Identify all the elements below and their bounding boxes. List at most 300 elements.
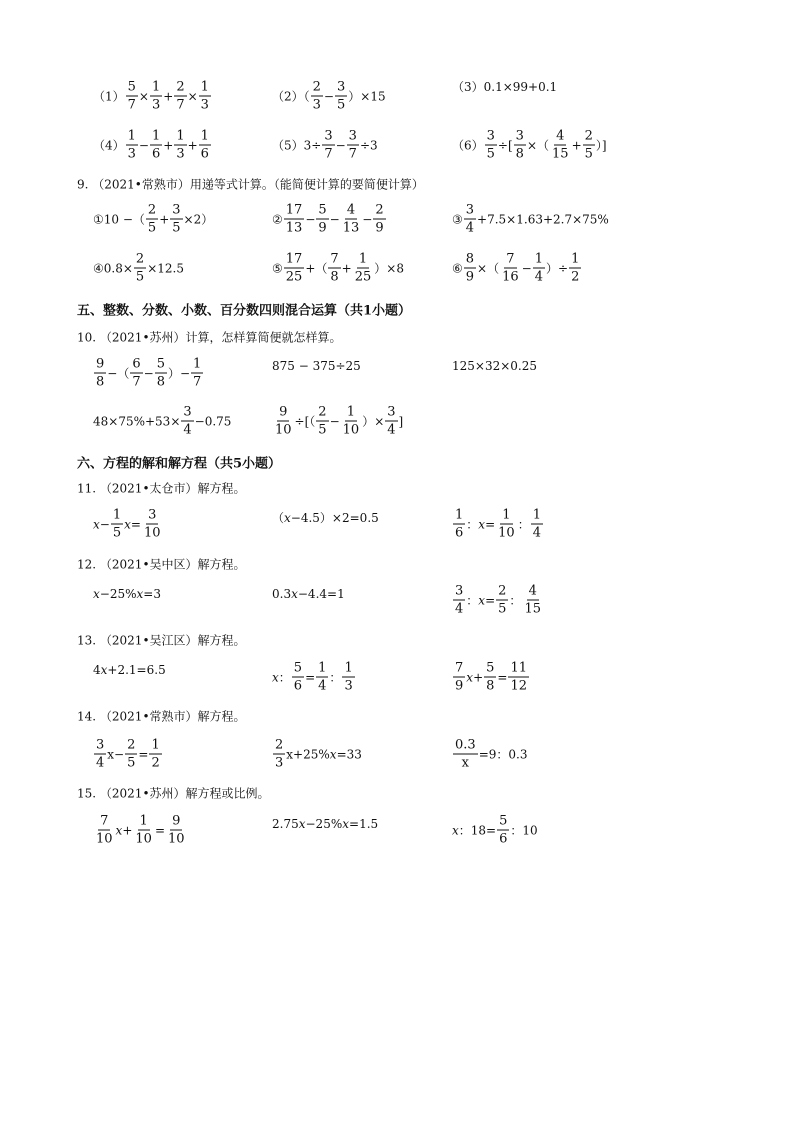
fraction-numerator: 2 xyxy=(135,251,145,267)
fraction-denominator: x xyxy=(461,755,470,771)
fraction xyxy=(316,204,328,235)
fraction-denominator: 3 xyxy=(176,146,185,162)
math-text: ①10 −（ xyxy=(93,212,145,226)
section-5-heading: 五、整数、分数、小数、百分数四则混合运算（共1小题） xyxy=(77,303,412,319)
problem-13-1 xyxy=(93,664,166,676)
math-text: ： xyxy=(278,670,291,684)
problem-row xyxy=(0,737,794,771)
fraction-denominator: 10 xyxy=(498,525,515,541)
math-text: ÷3 xyxy=(359,138,378,152)
fraction xyxy=(174,130,186,161)
fraction-denominator: 8 xyxy=(96,374,105,390)
problem-10-4 xyxy=(93,406,231,437)
math-text: = xyxy=(130,517,141,531)
problem-10-1 xyxy=(93,358,204,389)
fraction xyxy=(322,130,334,161)
math-text: ： xyxy=(466,593,479,607)
fraction-numerator: 9 xyxy=(279,404,288,420)
fraction-denominator: 7 xyxy=(176,97,185,113)
math-text: x+25% xyxy=(286,747,330,761)
math-text: − xyxy=(329,414,340,428)
math-text: ×12.5 xyxy=(147,261,184,275)
problem-15-3 xyxy=(452,815,538,846)
fraction xyxy=(453,509,465,540)
fraction-denominator: 2 xyxy=(571,269,580,285)
problem-row xyxy=(0,202,794,236)
fraction-numerator: 3 xyxy=(324,128,333,144)
problem-row xyxy=(0,813,794,847)
math-text: x− xyxy=(107,747,125,761)
fraction xyxy=(199,130,211,161)
math-variable: x xyxy=(342,817,350,831)
math-text: ] xyxy=(398,414,404,428)
problem-row xyxy=(0,583,794,617)
fraction xyxy=(347,130,359,161)
fraction-numerator: 9 xyxy=(172,813,181,829)
fraction xyxy=(133,815,154,846)
fraction-numerator: 2 xyxy=(318,404,327,420)
math-variable: x xyxy=(452,823,459,837)
math-variable: x xyxy=(93,587,100,601)
fraction-denominator: 3 xyxy=(312,97,321,113)
fraction xyxy=(166,815,187,846)
fraction-numerator: 1 xyxy=(200,79,209,95)
math-variable: x xyxy=(100,663,108,677)
fraction xyxy=(385,406,397,437)
fraction-denominator: 6 xyxy=(499,831,508,847)
fraction xyxy=(94,358,106,389)
fraction-numerator: 1 xyxy=(193,356,202,372)
fraction xyxy=(142,509,163,540)
problem-9-1 xyxy=(93,204,213,235)
math-variable: x xyxy=(329,747,337,761)
math-variable: x xyxy=(284,511,291,525)
fraction-denominator: 5 xyxy=(112,525,122,541)
math-variable: x xyxy=(272,670,279,684)
problem-11-2 xyxy=(272,512,379,524)
fraction-denominator: 5 xyxy=(147,220,157,236)
fraction-numerator: 3 xyxy=(172,202,181,218)
math-text: （5）3÷ xyxy=(272,138,322,152)
math-text: ： xyxy=(517,517,530,531)
math-text: − xyxy=(335,138,346,152)
math-text: =9：0.3 xyxy=(478,747,528,761)
math-text: −25% xyxy=(99,587,137,601)
fraction-numerator: 3 xyxy=(455,583,464,599)
math-text: 875 − 375÷25 xyxy=(272,359,361,373)
fraction-numerator: 3 xyxy=(387,404,396,420)
problem-row xyxy=(0,128,794,162)
math-text: +7.5×1.63+2.7×75% xyxy=(477,212,609,226)
fraction-denominator: 8 xyxy=(156,374,165,390)
problem-row xyxy=(0,404,794,438)
fraction xyxy=(497,815,509,846)
fraction xyxy=(341,406,362,437)
question-10: 10. （2021•苏州）计算，怎样算简便就怎样算。 xyxy=(77,330,342,345)
fraction xyxy=(126,130,138,161)
fraction-numerator: 4 xyxy=(528,583,537,599)
math-text: ）×15 xyxy=(348,89,386,103)
problem-14-2 xyxy=(272,739,362,770)
math-text: 125×32×0.25 xyxy=(452,359,538,373)
fraction xyxy=(170,204,182,235)
fraction-denominator: 4 xyxy=(534,269,543,285)
fraction-numerator: 7 xyxy=(455,660,464,676)
math-text: = xyxy=(138,747,149,761)
math-text: − xyxy=(138,138,149,152)
fraction-numerator: 1 xyxy=(151,79,161,95)
problem-14-1 xyxy=(93,739,163,770)
math-text: （4） xyxy=(93,138,125,152)
fraction xyxy=(453,585,465,616)
math-text: ：18= xyxy=(458,823,497,837)
math-text: + xyxy=(341,261,352,275)
math-text: + xyxy=(122,823,133,837)
fraction-numerator: 7 xyxy=(506,251,515,267)
fraction xyxy=(150,81,162,112)
math-text: + xyxy=(473,670,484,684)
fraction-numerator: 6 xyxy=(132,356,141,372)
fraction-denominator: 7 xyxy=(348,146,357,162)
fraction xyxy=(484,662,496,693)
problem-1-4 xyxy=(93,130,212,161)
problem-1-2 xyxy=(272,81,386,112)
math-text: − xyxy=(99,517,110,531)
problem-12-3 xyxy=(452,585,544,616)
fraction-numerator: 5 xyxy=(127,79,136,95)
fraction xyxy=(335,81,347,112)
fraction-denominator: 8 xyxy=(486,678,495,694)
math-text: 2.75 xyxy=(272,817,299,831)
fraction-numerator: 1 xyxy=(112,507,122,523)
fraction-denominator: 16 xyxy=(502,269,519,285)
fraction xyxy=(316,662,328,693)
math-text: × xyxy=(187,89,198,103)
fraction xyxy=(174,81,186,112)
fraction-denominator: 3 xyxy=(344,678,353,694)
fraction xyxy=(464,204,476,235)
fraction-denominator: 7 xyxy=(127,97,136,113)
fraction xyxy=(284,253,305,284)
fraction-numerator: 1 xyxy=(502,507,511,523)
fraction-numerator: 17 xyxy=(285,251,303,267)
fraction xyxy=(311,81,323,112)
fraction-numerator: 5 xyxy=(318,202,327,218)
math-text: =3 xyxy=(143,587,161,601)
math-text: −4.5）×2=0.5 xyxy=(290,511,379,525)
math-variable: x xyxy=(136,587,144,601)
fraction-denominator: 2 xyxy=(151,755,160,771)
math-text: − xyxy=(521,261,532,275)
fraction xyxy=(464,253,476,284)
fraction xyxy=(273,406,294,437)
math-variable: x xyxy=(291,587,298,601)
math-text: （2）（ xyxy=(272,89,310,103)
fraction-denominator: 4 xyxy=(96,755,105,771)
fraction-numerator: 2 xyxy=(375,202,384,218)
problem-row xyxy=(0,356,794,390)
fraction-numerator: 3 xyxy=(183,404,192,420)
fraction-denominator: 5 xyxy=(127,755,136,771)
math-text: = xyxy=(305,670,316,684)
fraction xyxy=(134,253,146,284)
problem-10-5 xyxy=(272,406,403,437)
fraction xyxy=(453,739,478,770)
question-15: 15. （2021•苏州）解方程或比例。 xyxy=(77,786,270,801)
problem-1-6 xyxy=(452,130,607,161)
math-text: ② xyxy=(272,212,283,226)
fraction-denominator: 4 xyxy=(318,678,327,694)
fraction-numerator: 2 xyxy=(498,583,507,599)
math-text: = xyxy=(485,593,496,607)
fraction xyxy=(496,509,517,540)
math-text: × xyxy=(138,89,149,103)
fraction-numerator: 1 xyxy=(151,128,161,144)
fraction xyxy=(284,204,305,235)
fraction-numerator: 3 xyxy=(348,128,357,144)
fraction-denominator: 4 xyxy=(183,422,192,438)
problem-15-2 xyxy=(272,818,378,830)
fraction-denominator: 5 xyxy=(486,146,495,162)
fraction-denominator: 10 xyxy=(168,831,185,847)
fraction-numerator: 2 xyxy=(584,128,593,144)
fraction-numerator: 3 xyxy=(515,128,524,144)
math-text: （6） xyxy=(452,138,484,152)
math-text: 0.3 xyxy=(272,587,292,601)
fraction-denominator: 8 xyxy=(515,146,524,162)
fraction-numerator: 2 xyxy=(312,79,321,95)
fraction-denominator: 4 xyxy=(387,422,396,438)
fraction-numerator: 1 xyxy=(534,251,543,267)
fraction xyxy=(531,509,543,540)
fraction xyxy=(126,81,138,112)
fraction xyxy=(533,253,545,284)
fraction xyxy=(316,406,328,437)
fraction xyxy=(569,253,581,284)
fraction xyxy=(273,739,285,770)
fraction-numerator: 7 xyxy=(100,813,109,829)
math-variable: x xyxy=(478,517,486,531)
math-text: + xyxy=(187,138,198,152)
math-text: ： xyxy=(329,670,342,684)
fraction xyxy=(181,406,193,437)
math-text: ×（ xyxy=(477,261,500,275)
fraction-denominator: 15 xyxy=(552,146,569,162)
fraction xyxy=(292,662,304,693)
fraction-denominator: 9 xyxy=(375,220,384,236)
problem-9-6 xyxy=(452,253,582,284)
math-text: − xyxy=(329,212,340,226)
fraction xyxy=(328,253,340,284)
fraction-denominator: 5 xyxy=(498,601,507,617)
fraction xyxy=(496,585,508,616)
fraction-numerator: 8 xyxy=(465,251,475,267)
fraction-denominator: 6 xyxy=(293,678,303,694)
math-text: ④0.8× xyxy=(93,261,133,275)
fraction-denominator: 3 xyxy=(200,97,209,113)
fraction xyxy=(150,130,162,161)
math-text: + xyxy=(163,89,174,103)
fraction-numerator: 4 xyxy=(346,202,356,218)
math-text: +（ xyxy=(305,261,328,275)
question-12: 12. （2021•吴中区）解方程。 xyxy=(77,557,246,572)
math-text: （1） xyxy=(93,89,125,103)
fraction xyxy=(111,509,123,540)
math-text: = xyxy=(154,823,165,837)
fraction-denominator: 5 xyxy=(135,269,145,285)
math-text: ：10 xyxy=(510,823,538,837)
fraction-numerator: 3 xyxy=(336,79,346,95)
problem-9-2 xyxy=(272,204,387,235)
fraction-denominator: 5 xyxy=(318,422,327,438)
fraction-denominator: 13 xyxy=(342,220,360,236)
fraction-numerator: 5 xyxy=(156,356,165,372)
math-text: ）] xyxy=(595,138,607,152)
fraction-denominator: 6 xyxy=(151,146,161,162)
math-text: ： xyxy=(509,593,522,607)
math-text: ③ xyxy=(452,212,463,226)
math-text: −0.75 xyxy=(194,414,232,428)
fraction-numerator: 1 xyxy=(346,404,356,420)
fraction-numerator: 0.3 xyxy=(455,737,476,753)
fraction-denominator: 10 xyxy=(143,525,161,541)
problem-1-3 xyxy=(452,81,557,93)
math-text: ： xyxy=(466,517,479,531)
math-variable: x xyxy=(298,817,306,831)
math-text: ÷[ xyxy=(497,138,513,152)
fraction-numerator: 2 xyxy=(176,79,185,95)
math-text: −（ xyxy=(107,366,130,380)
fraction-denominator: 5 xyxy=(336,97,346,113)
problem-9-4 xyxy=(93,253,184,284)
math-text: +2.1=6.5 xyxy=(107,663,166,677)
math-text: ）÷ xyxy=(546,261,569,275)
problem-row xyxy=(0,507,794,541)
problem-1-5 xyxy=(272,130,378,161)
math-text: + xyxy=(159,212,170,226)
fraction-denominator: 7 xyxy=(132,374,141,390)
fraction-denominator: 10 xyxy=(275,422,292,438)
problem-12-2 xyxy=(272,588,345,600)
fraction-numerator: 17 xyxy=(285,202,303,218)
fraction-numerator: 3 xyxy=(148,507,157,523)
fraction-numerator: 1 xyxy=(200,128,209,144)
fraction xyxy=(514,130,526,161)
problem-10-2 xyxy=(272,360,361,372)
fraction-numerator: 5 xyxy=(499,813,508,829)
problem-11-3 xyxy=(452,509,544,540)
fraction-numerator: 1 xyxy=(344,660,353,676)
fraction xyxy=(94,739,106,770)
math-text: （3）0.1×99+0.1 xyxy=(452,80,558,94)
math-text: − xyxy=(143,366,154,380)
fraction-numerator: 3 xyxy=(465,202,475,218)
fraction-numerator: 9 xyxy=(96,356,105,372)
fraction-numerator: 1 xyxy=(532,507,541,523)
fraction xyxy=(341,204,362,235)
math-text: 48×75%+53× xyxy=(93,414,181,428)
math-text: = xyxy=(497,670,508,684)
problem-row xyxy=(0,660,794,694)
math-text: ⑤ xyxy=(272,261,283,275)
math-variable: x xyxy=(93,517,100,531)
math-text: + xyxy=(571,138,582,152)
math-variable: x xyxy=(478,593,486,607)
fraction-numerator: 2 xyxy=(147,202,157,218)
fraction xyxy=(373,204,385,235)
fraction-denominator: 3 xyxy=(151,97,161,113)
fraction xyxy=(353,253,374,284)
question-11: 11. （2021•太仓市）解方程。 xyxy=(77,481,246,496)
math-text: −4.4=1 xyxy=(297,587,345,601)
fraction xyxy=(522,585,543,616)
fraction-numerator: 1 xyxy=(318,660,327,676)
math-text: ×（ xyxy=(526,138,550,152)
fraction xyxy=(125,739,137,770)
fraction-numerator: 1 xyxy=(455,507,464,523)
math-text: − xyxy=(323,89,334,103)
fraction-numerator: 3 xyxy=(96,737,105,753)
math-text: （ xyxy=(272,511,285,525)
fraction xyxy=(94,815,115,846)
problem-12-1 xyxy=(93,588,161,600)
fraction xyxy=(155,358,167,389)
fraction-numerator: 1 xyxy=(127,128,136,144)
problem-row xyxy=(0,79,794,113)
fraction-numerator: 1 xyxy=(139,813,148,829)
fraction-denominator: 7 xyxy=(193,374,202,390)
math-text: + xyxy=(163,138,174,152)
fraction xyxy=(508,662,529,693)
fraction xyxy=(149,739,161,770)
fraction-numerator: 2 xyxy=(275,737,284,753)
fraction-denominator: 12 xyxy=(510,678,528,694)
fraction xyxy=(199,81,211,112)
fraction-numerator: 5 xyxy=(293,660,303,676)
math-text: ）× xyxy=(362,414,385,428)
fraction-denominator: 4 xyxy=(532,525,541,541)
fraction-numerator: 7 xyxy=(330,251,339,267)
fraction xyxy=(453,662,465,693)
fraction-denominator: 10 xyxy=(96,831,113,847)
question-14: 14. （2021•常熟市）解方程。 xyxy=(77,709,246,724)
fraction-denominator: 6 xyxy=(455,525,464,541)
problem-1-1 xyxy=(93,81,212,112)
fraction-denominator: 7 xyxy=(324,146,333,162)
problem-13-3 xyxy=(452,662,530,693)
fraction-denominator: 5 xyxy=(584,146,593,162)
math-variable: x xyxy=(466,670,474,684)
math-variable: x xyxy=(124,517,131,531)
problem-9-3 xyxy=(452,204,609,235)
fraction-numerator: 11 xyxy=(510,660,528,676)
problem-10-3 xyxy=(452,360,537,372)
fraction-denominator: 13 xyxy=(285,220,303,236)
fraction xyxy=(342,662,354,693)
fraction xyxy=(500,253,521,284)
math-text: ×2） xyxy=(183,212,214,226)
fraction-denominator: 8 xyxy=(330,269,339,285)
problem-11-1 xyxy=(93,509,164,540)
math-text: = xyxy=(485,517,496,531)
fraction-denominator: 3 xyxy=(275,755,284,771)
fraction xyxy=(130,358,142,389)
math-text: − xyxy=(362,212,373,226)
fraction xyxy=(191,358,203,389)
fraction-denominator: 9 xyxy=(465,269,475,285)
fraction-denominator: 15 xyxy=(524,601,541,617)
problem-15-1 xyxy=(93,815,188,846)
